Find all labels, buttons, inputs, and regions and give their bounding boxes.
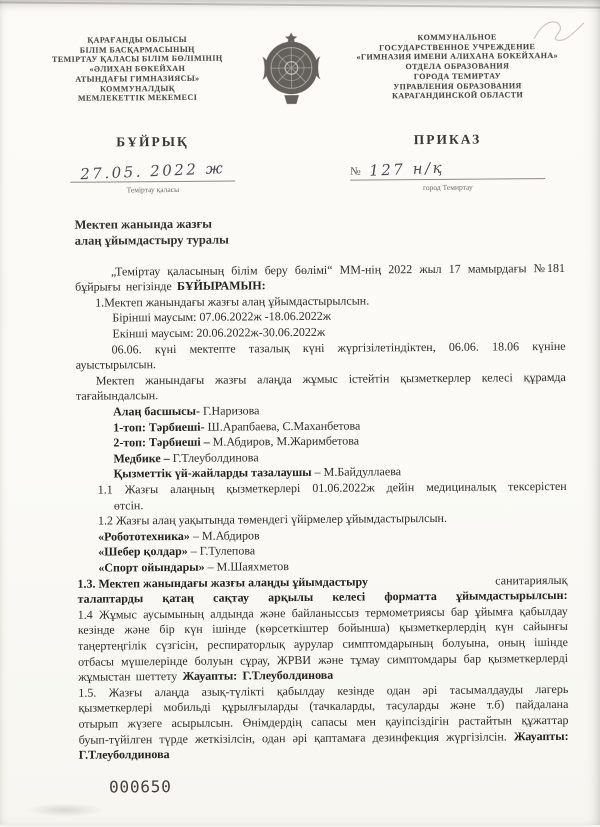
club-name: «Спорт ойындары»: [98, 559, 205, 575]
paragraph-item-1: 1.Мектеп жанындағы жазғы алаң ұйымдастырылсын.: [95, 293, 370, 310]
letterhead-russian: [331, 32, 584, 102]
responsible-1: Жауапты: Г.Тлеуболдинова: [182, 667, 334, 684]
letterhead-line: КАРАГАНДИНСКОЙ ОБЛАСТИ: [392, 90, 524, 101]
letterhead-line: КОММУНАЛДЫҚ: [100, 83, 176, 94]
paragraph-basis: [75, 261, 565, 296]
order-header: [0, 106, 598, 195]
paragraph-1-1-line1: 1.1 Жазғы алаңның қызметкерлері 01.06.2022ж дейін медициналық тексерістен: [97, 478, 567, 497]
letterhead-line: «ӘЛИХАН БӨКЕЙХАН: [89, 64, 186, 74]
order-header-russian: [335, 131, 560, 193]
letterhead-line: МЕМЛЕКЕТТІК МЕКЕМЕСІ: [77, 93, 198, 103]
paragraph-1-5: [78, 682, 569, 764]
food-text: 1.5. Жазғы алаңда азық-түлікті қабылдау кезінде одан әрі тасымалдауды лагерь қызметкерлері мобильді құрылғыларды (тачкаларды, тасуларды және т.б) пайдалана отырып жүзеге асырылсын. Өнімдердің сапасы мен қауіпсіздігін растайтын құжаттар буып-түйілген түрде жеткізілсін, одан әрі қаптамаға дезинфекция жүргізілсін.: [78, 681, 569, 747]
paragraph-1-4: [78, 604, 569, 686]
order-header-kazakh: [50, 133, 255, 195]
staff-role: 2-топ: Тәрбиеші –: [113, 434, 210, 450]
subject-line: Мектеп жанында жазғы: [74, 216, 213, 232]
letterhead-line: ТЕМІРТАУ ҚАЛАСЫ БІЛІМ БӨЛІМІНІҢ: [52, 54, 223, 65]
club-name: «Шебер қолдар»: [98, 544, 188, 559]
filter-text: 1.4 Жұмыс аусымының алдында және байланыссыз термометриясы бар ұйымға қабылдау кезінде және бір күн ішінде (көрсеткіштер бойынша) қызметкерлердің күн сайынғы таңертеңгілік сүзгісін, респираторлық аурулар симптомдарының болуына, оның ішінде отбасы мүшелерінде болуын сұрау, ЖРВИ және тұмау симптомдары бар қызметкерлерді жұмыстан шеттету: [77, 603, 569, 684]
letterhead-line: УПРАВЛЕНИЯ ОБРАЗОВАНИЯ: [393, 80, 522, 91]
letterhead-line: КОММУНАЛЬНОЕ: [417, 32, 497, 43]
paragraph-1-3-line2: талаптарды қатаң сақтау арқылы келесі форматта ұйымдастырылсын:: [77, 588, 568, 606]
letterhead-line: ҚАРАҒАНДЫ ОБЛЫСЫ: [87, 34, 188, 45]
handwritten-date: 27.05. 2022 ж: [79, 158, 226, 183]
paragraph-staff-intro: Мектеп жанындағы жазғы алаңда жұмыс істейтін қызметкерлер келесі құрамда тағайындалсын.: [75, 369, 566, 404]
staff-role: 1-топ: Тәрбиеші-: [113, 419, 205, 435]
number-sign: №: [350, 165, 361, 178]
order-verb: БҰЙЫРАМЫН:: [176, 278, 266, 294]
staff-name: М.Абдиров, М.Жаримбетова: [209, 433, 360, 449]
club-leader: – М.Абдиров: [189, 528, 260, 543]
number-field: [350, 156, 545, 181]
sanitary-bold-lead: 1.3. Мектеп жанындағы жазғы алаңды ұйымдастыру: [77, 574, 368, 591]
paragraph-1-3: [77, 572, 567, 607]
letterhead-line: БІЛІМ БАСҚАРМАСЫНЫҢ: [79, 44, 195, 55]
form-number: 000650: [108, 776, 172, 797]
staff-name: Ш.Арапбаева, С.Маханбетова: [204, 418, 361, 434]
staff-name: Г.Наризова: [199, 403, 260, 418]
letterhead-line: АТЫНДАҒЫ ГИМНАЗИЯСЫ»: [75, 73, 200, 84]
staff-role: Қызметтік үй-жайларды тазалаушы: [113, 465, 312, 481]
kazakhstan-emblem-icon: [257, 31, 326, 109]
order-title-kk: БҰЙРЫҚ: [116, 133, 189, 150]
place-label-kk: Теміртау қаласы: [126, 184, 180, 195]
basis-text: „Теміртау қаласының білім беру бөлімі“ ММ-нің 2022 жыл 17 мамырдағы №181 бұйрығы негізінде: [75, 260, 566, 295]
subject-line: алаң ұйымдастыру туралы: [74, 232, 229, 248]
letterhead-line: ОТДЕЛА ОБРАЗОВАНИЯ: [405, 61, 510, 72]
staff-role: Алаң басшысы-: [113, 403, 200, 419]
order-body: [75, 261, 569, 764]
season-2: Екінші маусым: 20.06.2022ж-30.06.2022ж: [112, 324, 326, 341]
place-label-ru: город Темиртау: [422, 182, 473, 192]
letterhead-line: ГОСУДАРСТВЕННОЕ УЧРЕЖДЕНИЕ: [379, 41, 536, 53]
staff-role: Медбике –: [113, 450, 170, 466]
paragraph-1-1-line2: өтсін.: [113, 497, 144, 513]
letterhead-kazakh: [23, 34, 252, 104]
club-name: «Робототехника»: [98, 528, 190, 544]
letterhead-line: ГОРОДА ТЕМИРТАУ: [413, 71, 502, 81]
order-title-ru: ПРИКАЗ: [413, 131, 482, 147]
letterhead: [0, 0, 598, 111]
handwritten-order-number: 127 н/қ: [368, 158, 444, 180]
paragraph-1-2: 1.2 Жазғы алаң уақытында төмендегі үйірмелер ұйымдастырылсын.: [97, 511, 447, 528]
date-field: [70, 158, 235, 182]
club-leader: – Г.Тулепова: [187, 543, 256, 559]
sanitary-regular-word: санитариялық: [495, 572, 568, 588]
staff-name: Г.Тлеуболдинова: [169, 450, 259, 465]
paragraph-cleaning-day: 06.06. күні мектепте тазалық күні жүргізілетіндіктен, 06.06. 18.06 күніне ауыстырылсын.: [75, 338, 566, 373]
staff-name: – М.Байдуллаева: [311, 464, 402, 480]
responsible-2: Жауапты: Г.Тлеуболдинова: [78, 728, 569, 762]
letterhead-line: «ГИМНАЗИЯ ИМЕНИ АЛИХАНА БОКЕЙХАНА»: [356, 51, 559, 62]
club-leader: – М.Шаяхметов: [204, 559, 289, 574]
season-1: Бірінші маусым: 07.06.2022ж -18.06.2022ж: [112, 309, 332, 325]
order-subject: [75, 215, 325, 250]
